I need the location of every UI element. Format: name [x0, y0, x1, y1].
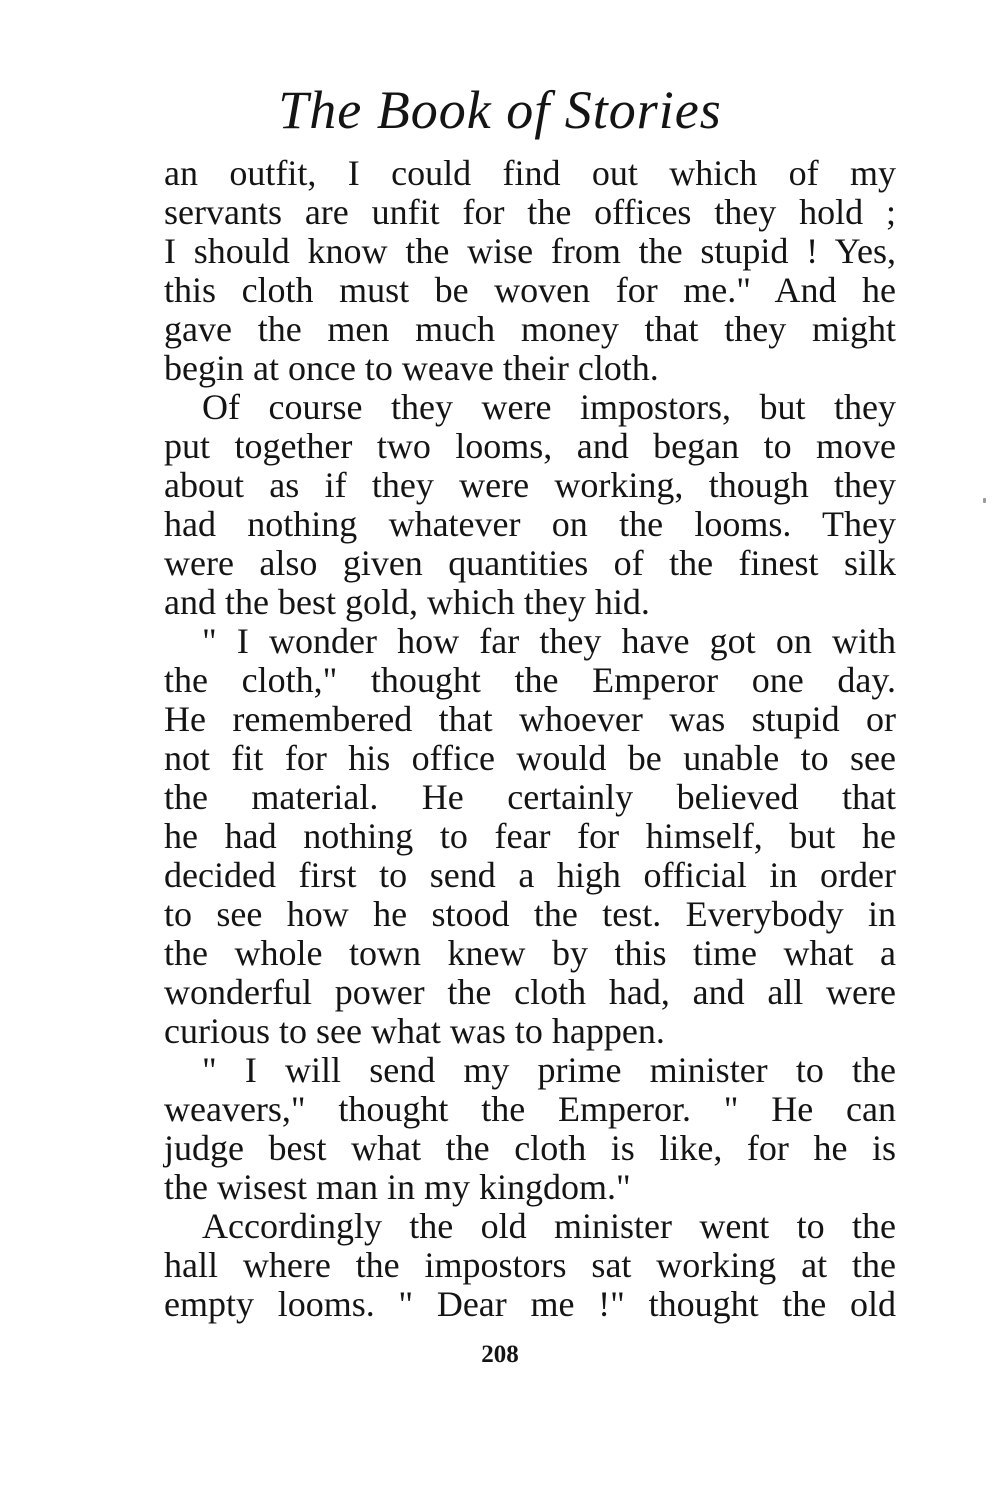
- text-line: this cloth must be woven for me." And he: [164, 270, 896, 310]
- page-number: 208: [481, 1341, 519, 1368]
- text-line: were also given quantities of the finest silk: [164, 543, 896, 583]
- text-line: the whole town knew by this time what a: [164, 933, 896, 973]
- text-line: hall where the impostors sat working at the: [164, 1245, 896, 1285]
- text-line: about as if they were working, though they: [164, 465, 896, 505]
- body-text: [164, 154, 896, 1324]
- text-line: begin at once to weave their cloth.: [164, 348, 659, 388]
- text-line: curious to see what was to happen.: [164, 1011, 665, 1051]
- text-line: an outfit, I could find out which of my: [164, 153, 896, 193]
- text-line: to see how he stood the test. Everybody in: [164, 894, 896, 934]
- text-line: decided first to send a high official in order: [164, 855, 896, 895]
- text-line: Accordingly the old minister went to the: [202, 1206, 896, 1246]
- scan-speck: [983, 498, 986, 503]
- text-line: the wisest man in my kingdom.": [164, 1167, 631, 1207]
- text-line: I should know the wise from the stupid ! Yes,: [164, 231, 896, 271]
- text-line: and the best gold, which they hid.: [164, 582, 650, 622]
- text-line: gave the men much money that they might: [164, 309, 896, 349]
- text-line: judge best what the cloth is like, for he is: [164, 1128, 896, 1168]
- text-line: empty looms. " Dear me !" thought the old: [164, 1284, 896, 1324]
- text-line: the cloth," thought the Emperor one day.: [164, 660, 896, 700]
- text-line: he had nothing to fear for himself, but he: [164, 816, 896, 856]
- text-line: " I wonder how far they have got on with: [202, 621, 896, 661]
- text-line: the material. He certainly believed that: [164, 777, 896, 817]
- text-line: He remembered that whoever was stupid or: [164, 699, 896, 739]
- text-line: wonderful power the cloth had, and all were: [164, 972, 896, 1012]
- text-line: not fit for his office would be unable to see: [164, 738, 896, 778]
- text-line: weavers," thought the Emperor. " He can: [164, 1089, 896, 1129]
- text-line: " I will send my prime minister to the: [202, 1050, 896, 1090]
- running-head: The Book of Stories: [278, 80, 722, 140]
- text-line: Of course they were impostors, but they: [202, 387, 896, 427]
- text-line: servants are unfit for the offices they hold ;: [164, 192, 896, 232]
- text-line: put together two looms, and began to move: [164, 426, 896, 466]
- text-line: had nothing whatever on the looms. They: [164, 504, 896, 544]
